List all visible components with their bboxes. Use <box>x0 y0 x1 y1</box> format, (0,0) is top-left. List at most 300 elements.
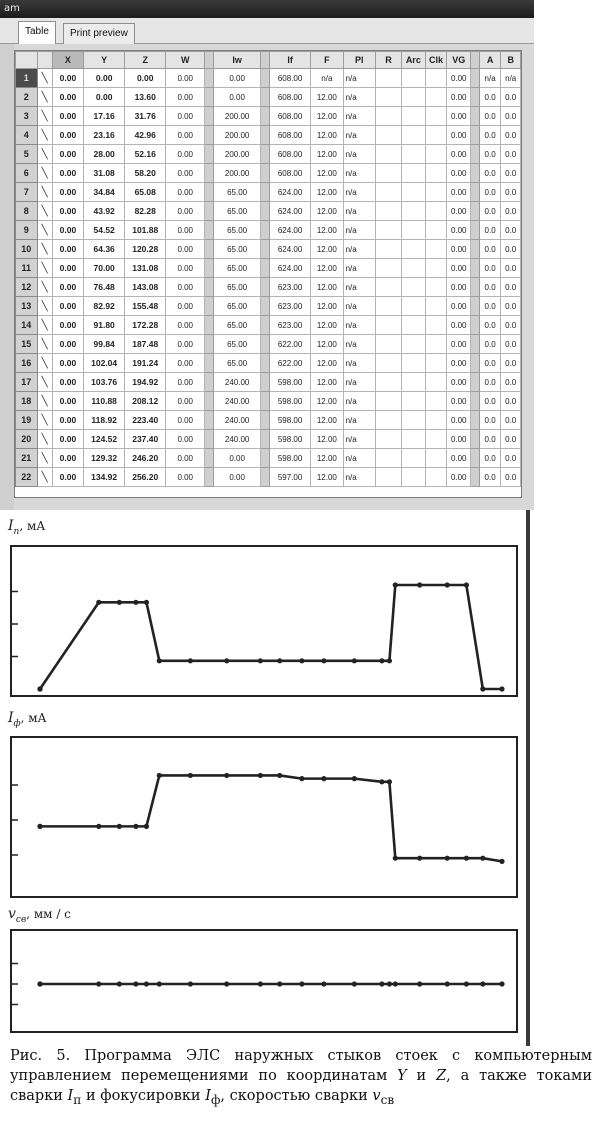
table-cell[interactable]: 99.84 <box>84 335 125 354</box>
table-cell[interactable]: 0.00 <box>166 202 205 221</box>
table-cell[interactable]: n/a <box>343 164 375 183</box>
column-header[interactable]: Z <box>125 52 166 69</box>
chart-ip <box>10 545 518 697</box>
table-cell[interactable]: 58.20 <box>125 164 166 183</box>
column-header[interactable]: A <box>479 52 501 69</box>
table-cell[interactable]: 608.00 <box>270 126 311 145</box>
table-cell[interactable]: 65.00 <box>213 354 261 373</box>
separator-cell <box>471 278 480 297</box>
table-cell[interactable]: 0.0 <box>501 354 521 373</box>
table-cell[interactable]: n/a <box>343 221 375 240</box>
table-cell[interactable]: n/a <box>343 468 375 487</box>
separator-cell <box>471 335 480 354</box>
table-cell[interactable]: 0.00 <box>166 164 205 183</box>
table-cell[interactable]: 12.00 <box>311 126 343 145</box>
table-cell[interactable]: 0.00 <box>52 88 83 107</box>
table-cell[interactable]: 65.00 <box>213 316 261 335</box>
table-cell[interactable]: 65.00 <box>213 278 261 297</box>
table-cell[interactable]: 0.0 <box>501 145 521 164</box>
table-cell[interactable]: 0.00 <box>166 126 205 145</box>
table-cell[interactable]: n/a <box>501 69 521 88</box>
table-cell[interactable]: 172.28 <box>125 316 166 335</box>
table-cell[interactable]: 240.00 <box>213 392 261 411</box>
table-cell[interactable]: 65.00 <box>213 221 261 240</box>
column-header[interactable]: Y <box>84 52 125 69</box>
table-row[interactable] <box>16 449 521 468</box>
table-cell[interactable]: 223.40 <box>125 411 166 430</box>
table-cell[interactable]: 65.00 <box>213 202 261 221</box>
table-cell[interactable]: 598.00 <box>270 430 311 449</box>
table-cell[interactable]: 0.00 <box>213 69 261 88</box>
table-cell[interactable]: 0.0 <box>501 316 521 335</box>
table-cell[interactable]: n/a <box>343 240 375 259</box>
table-cell[interactable]: 28.00 <box>84 145 125 164</box>
table-cell[interactable]: 0.00 <box>166 316 205 335</box>
column-header[interactable] <box>16 52 38 69</box>
table-cell[interactable]: 0.00 <box>52 316 83 335</box>
table-cell[interactable]: 240.00 <box>213 411 261 430</box>
table-cell[interactable]: 12.00 <box>311 354 343 373</box>
table-cell[interactable]: 0.00 <box>166 373 205 392</box>
table-cell[interactable]: 0.00 <box>84 69 125 88</box>
table-cell[interactable]: 12.00 <box>311 88 343 107</box>
table-cell[interactable]: n/a <box>343 354 375 373</box>
table-cell[interactable]: 0.00 <box>84 88 125 107</box>
table-cell[interactable]: 0.0 <box>501 126 521 145</box>
table-cell[interactable]: 103.76 <box>84 373 125 392</box>
column-header[interactable]: X <box>52 52 83 69</box>
table-row[interactable] <box>16 354 521 373</box>
table-cell[interactable]: 598.00 <box>270 449 311 468</box>
chart-v <box>10 929 518 1033</box>
table-cell[interactable]: n/a <box>343 411 375 430</box>
table-cell[interactable]: 0.00 <box>166 69 205 88</box>
table-row[interactable] <box>16 183 521 202</box>
table-cell[interactable]: n/a <box>343 202 375 221</box>
table-cell[interactable]: 0.0 <box>479 430 501 449</box>
table-cell[interactable]: n/a <box>479 69 501 88</box>
table-row[interactable] <box>16 240 521 259</box>
table-cell[interactable]: 120.28 <box>125 240 166 259</box>
table-cell[interactable]: 0.0 <box>479 354 501 373</box>
column-header[interactable] <box>205 52 214 69</box>
table-cell[interactable]: 0.00 <box>166 145 205 164</box>
table-cell[interactable]: 12.00 <box>311 202 343 221</box>
table-cell[interactable]: 0.00 <box>447 126 471 145</box>
table-cell[interactable]: 0.00 <box>447 430 471 449</box>
column-header[interactable] <box>471 52 480 69</box>
table-row[interactable] <box>16 107 521 126</box>
empty-cell <box>401 107 425 126</box>
table-cell[interactable]: 12.00 <box>311 316 343 335</box>
table-cell[interactable]: 110.88 <box>84 392 125 411</box>
table-cell[interactable]: 0.00 <box>166 468 205 487</box>
table-cell[interactable]: 0.00 <box>166 354 205 373</box>
table-cell[interactable]: n/a <box>343 126 375 145</box>
column-header[interactable]: Arc <box>401 52 425 69</box>
table-cell[interactable]: 0.00 <box>52 240 83 259</box>
table-row[interactable] <box>16 278 521 297</box>
table-cell[interactable]: 0.00 <box>447 411 471 430</box>
table-cell[interactable]: 246.20 <box>125 449 166 468</box>
table-cell[interactable]: 65.00 <box>213 183 261 202</box>
table-cell[interactable]: n/a <box>343 392 375 411</box>
table-cell[interactable]: 143.08 <box>125 278 166 297</box>
table-cell[interactable]: 0.0 <box>501 107 521 126</box>
table-cell[interactable]: 43.92 <box>84 202 125 221</box>
table-cell[interactable]: 129.32 <box>84 449 125 468</box>
table-cell[interactable]: 624.00 <box>270 240 311 259</box>
table-cell[interactable]: 191.24 <box>125 354 166 373</box>
table-cell[interactable]: 12.00 <box>311 297 343 316</box>
table-cell[interactable]: 200.00 <box>213 107 261 126</box>
table-cell[interactable]: n/a <box>343 259 375 278</box>
table-cell[interactable]: 0.00 <box>52 335 83 354</box>
table-cell[interactable]: 608.00 <box>270 88 311 107</box>
table-cell[interactable]: 54.52 <box>84 221 125 240</box>
table-cell[interactable]: 70.00 <box>84 259 125 278</box>
column-header[interactable]: R <box>376 52 402 69</box>
table-cell[interactable]: 608.00 <box>270 164 311 183</box>
table-cell[interactable]: 0.00 <box>166 278 205 297</box>
table-cell[interactable]: n/a <box>343 373 375 392</box>
table-cell[interactable]: 0.00 <box>166 221 205 240</box>
table-cell[interactable]: 0.00 <box>52 145 83 164</box>
table-cell[interactable]: 0.00 <box>447 183 471 202</box>
table-cell[interactable]: 608.00 <box>270 107 311 126</box>
table-cell[interactable]: 12.00 <box>311 164 343 183</box>
table-cell[interactable]: 0.0 <box>501 221 521 240</box>
table-cell[interactable]: 598.00 <box>270 411 311 430</box>
table-cell[interactable]: 12.00 <box>311 468 343 487</box>
table-cell[interactable]: 624.00 <box>270 221 311 240</box>
table-cell[interactable]: 0.00 <box>447 240 471 259</box>
table-cell[interactable]: n/a <box>343 278 375 297</box>
table-cell[interactable]: 0.0 <box>479 278 501 297</box>
table-row[interactable] <box>16 221 521 240</box>
table-cell[interactable]: 0.00 <box>447 107 471 126</box>
table-cell[interactable]: 0.00 <box>213 468 261 487</box>
table-cell[interactable]: 240.00 <box>213 430 261 449</box>
table-cell[interactable]: 0.0 <box>479 297 501 316</box>
table-cell[interactable]: 0.0 <box>479 126 501 145</box>
table-cell[interactable]: 0.00 <box>52 430 83 449</box>
table-cell[interactable]: 0.00 <box>52 202 83 221</box>
table-cell[interactable]: 598.00 <box>270 392 311 411</box>
table-cell[interactable]: 624.00 <box>270 183 311 202</box>
table-cell[interactable]: 0.0 <box>479 411 501 430</box>
table-cell[interactable]: 0.00 <box>447 164 471 183</box>
table-cell[interactable]: 12.00 <box>311 240 343 259</box>
table-cell[interactable]: 0.00 <box>52 221 83 240</box>
table-cell[interactable]: n/a <box>343 69 375 88</box>
table-cell[interactable]: 0.0 <box>479 449 501 468</box>
table-row[interactable] <box>16 316 521 335</box>
table-cell[interactable]: 622.00 <box>270 354 311 373</box>
table-cell[interactable]: 0.0 <box>501 297 521 316</box>
table-cell[interactable]: 0.00 <box>447 88 471 107</box>
table-cell[interactable]: 0.00 <box>52 449 83 468</box>
table-cell[interactable]: 134.92 <box>84 468 125 487</box>
column-header[interactable]: Pl <box>343 52 375 69</box>
table-cell[interactable]: 12.00 <box>311 183 343 202</box>
table-cell[interactable]: 0.0 <box>479 316 501 335</box>
table-row[interactable] <box>16 126 521 145</box>
table-cell[interactable]: 12.00 <box>311 107 343 126</box>
table-cell[interactable]: 31.76 <box>125 107 166 126</box>
table-cell[interactable]: 102.04 <box>84 354 125 373</box>
table-cell[interactable]: 0.00 <box>166 88 205 107</box>
table-row[interactable] <box>16 69 521 88</box>
table-cell[interactable]: 0.00 <box>52 373 83 392</box>
column-header[interactable] <box>261 52 270 69</box>
table-cell[interactable]: n/a <box>343 297 375 316</box>
table-cell[interactable]: 0.0 <box>479 335 501 354</box>
table-cell[interactable]: 0.00 <box>166 297 205 316</box>
table-cell[interactable]: 0.0 <box>479 183 501 202</box>
table-cell[interactable]: 82.92 <box>84 297 125 316</box>
table-cell[interactable]: 0.00 <box>52 278 83 297</box>
table-cell[interactable]: 0.00 <box>166 335 205 354</box>
table-cell[interactable]: 0.0 <box>501 335 521 354</box>
table-row[interactable] <box>16 202 521 221</box>
table-cell[interactable]: 597.00 <box>270 468 311 487</box>
table-cell[interactable]: n/a <box>343 107 375 126</box>
table-cell[interactable]: 12.00 <box>311 259 343 278</box>
table-cell[interactable]: 65.00 <box>213 240 261 259</box>
table-cell[interactable]: 237.40 <box>125 430 166 449</box>
table-cell[interactable]: 0.0 <box>501 88 521 107</box>
table-cell[interactable]: 42.96 <box>125 126 166 145</box>
tab-table[interactable]: Table <box>18 21 56 44</box>
table-cell[interactable]: 0.0 <box>479 107 501 126</box>
table-row[interactable] <box>16 430 521 449</box>
table-cell[interactable]: 623.00 <box>270 297 311 316</box>
table-cell[interactable]: 0.0 <box>479 145 501 164</box>
table-cell[interactable]: 23.16 <box>84 126 125 145</box>
row-marker-icon: ╲ <box>37 107 52 126</box>
table-cell[interactable]: 0.0 <box>479 373 501 392</box>
table-cell[interactable]: 622.00 <box>270 335 311 354</box>
table-row[interactable] <box>16 145 521 164</box>
chart-v-point-13 <box>321 981 326 986</box>
empty-cell <box>401 392 425 411</box>
table-cell[interactable]: 623.00 <box>270 278 311 297</box>
table-row[interactable] <box>16 373 521 392</box>
table-cell[interactable]: 0.00 <box>447 373 471 392</box>
table-cell[interactable]: 598.00 <box>270 373 311 392</box>
table-cell[interactable]: 0.00 <box>447 259 471 278</box>
table-cell[interactable]: 0.00 <box>166 259 205 278</box>
table-cell[interactable]: 256.20 <box>125 468 166 487</box>
table-cell[interactable]: 0.0 <box>479 468 501 487</box>
table-cell[interactable]: 12.00 <box>311 430 343 449</box>
table-cell[interactable]: 623.00 <box>270 316 311 335</box>
table-cell[interactable]: 0.00 <box>166 392 205 411</box>
table-cell[interactable]: 76.48 <box>84 278 125 297</box>
table-cell[interactable]: 0.00 <box>52 468 83 487</box>
row-number: 6 <box>16 164 38 183</box>
table-cell[interactable]: n/a <box>343 183 375 202</box>
separator-cell <box>205 411 214 430</box>
column-header[interactable] <box>37 52 52 69</box>
table-cell[interactable]: 0.00 <box>166 411 205 430</box>
column-header[interactable]: If <box>270 52 311 69</box>
table-cell[interactable]: 124.52 <box>84 430 125 449</box>
table-cell[interactable]: 91.80 <box>84 316 125 335</box>
table-cell[interactable]: n/a <box>343 316 375 335</box>
table-cell[interactable]: 0.0 <box>501 278 521 297</box>
table-row[interactable] <box>16 88 521 107</box>
table-cell[interactable]: 131.08 <box>125 259 166 278</box>
data-grid[interactable] <box>14 50 522 498</box>
row-marker-icon: ╲ <box>37 354 52 373</box>
column-header[interactable]: Clk <box>425 52 447 69</box>
column-header[interactable]: B <box>501 52 521 69</box>
table-cell[interactable]: 12.00 <box>311 411 343 430</box>
table-cell[interactable]: 0.0 <box>501 164 521 183</box>
table-cell[interactable]: 0.00 <box>447 69 471 88</box>
table-cell[interactable]: 0.00 <box>447 449 471 468</box>
table-cell[interactable]: 12.00 <box>311 335 343 354</box>
table-cell[interactable]: 0.00 <box>52 411 83 430</box>
table-cell[interactable]: 608.00 <box>270 69 311 88</box>
table-cell[interactable]: 0.00 <box>447 202 471 221</box>
table-cell[interactable]: n/a <box>311 69 343 88</box>
table-row[interactable] <box>16 468 521 487</box>
table-cell[interactable]: 0.00 <box>52 126 83 145</box>
table-cell[interactable]: 0.0 <box>479 259 501 278</box>
tab-print-preview[interactable]: Print preview <box>63 23 135 44</box>
table-cell[interactable]: 118.92 <box>84 411 125 430</box>
table-cell[interactable]: 0.0 <box>501 430 521 449</box>
table-cell[interactable]: 0.00 <box>125 69 166 88</box>
table-cell[interactable]: 0.00 <box>52 354 83 373</box>
table-cell[interactable]: 101.88 <box>125 221 166 240</box>
table-cell[interactable]: 240.00 <box>213 373 261 392</box>
column-header[interactable]: F <box>311 52 343 69</box>
table-cell[interactable]: 200.00 <box>213 145 261 164</box>
table-cell[interactable]: 0.00 <box>213 88 261 107</box>
table-cell[interactable]: 0.0 <box>501 240 521 259</box>
table-cell[interactable]: 12.00 <box>311 373 343 392</box>
table-cell[interactable]: 0.00 <box>52 259 83 278</box>
table-cell[interactable]: 0.00 <box>166 183 205 202</box>
table-cell[interactable]: 0.00 <box>166 430 205 449</box>
table-cell[interactable]: 0.00 <box>52 392 83 411</box>
table-cell[interactable]: 0.00 <box>166 240 205 259</box>
table-cell[interactable]: 200.00 <box>213 126 261 145</box>
column-header[interactable]: VG <box>447 52 471 69</box>
table-cell[interactable]: 0.00 <box>447 278 471 297</box>
table-cell[interactable]: 0.0 <box>479 88 501 107</box>
table-cell[interactable]: 624.00 <box>270 259 311 278</box>
table-cell[interactable]: n/a <box>343 335 375 354</box>
table-row[interactable] <box>16 297 521 316</box>
table-cell[interactable]: 0.00 <box>52 297 83 316</box>
table-cell[interactable]: 0.00 <box>447 297 471 316</box>
table-row[interactable] <box>16 392 521 411</box>
table-row[interactable] <box>16 164 521 183</box>
table-cell[interactable]: 0.00 <box>52 183 83 202</box>
table-cell[interactable]: 34.84 <box>84 183 125 202</box>
table-cell[interactable]: 65.08 <box>125 183 166 202</box>
caption-text-1: Рис. 5. Программа ЭЛС наружных стыков стоек с компьютерным управлением перемещениями по координатам <box>10 1048 592 1084</box>
table-cell[interactable]: 0.00 <box>447 468 471 487</box>
table-row[interactable] <box>16 259 521 278</box>
table-cell[interactable]: 64.36 <box>84 240 125 259</box>
table-cell[interactable]: 65.00 <box>213 297 261 316</box>
table-cell[interactable]: 0.00 <box>166 107 205 126</box>
table-cell[interactable]: 0.00 <box>447 335 471 354</box>
table-row[interactable] <box>16 335 521 354</box>
table-cell[interactable]: 0.0 <box>479 240 501 259</box>
table-cell[interactable]: 624.00 <box>270 202 311 221</box>
table-cell[interactable]: 187.48 <box>125 335 166 354</box>
table-cell[interactable]: 52.16 <box>125 145 166 164</box>
table-cell[interactable]: 0.0 <box>479 202 501 221</box>
table-cell[interactable]: n/a <box>343 145 375 164</box>
table-cell[interactable]: 194.92 <box>125 373 166 392</box>
table-cell[interactable]: 12.00 <box>311 221 343 240</box>
table-cell[interactable]: 31.08 <box>84 164 125 183</box>
table-cell[interactable]: n/a <box>343 88 375 107</box>
table-cell[interactable]: 0.0 <box>479 164 501 183</box>
table-cell[interactable]: 0.0 <box>479 392 501 411</box>
table-cell[interactable]: 17.16 <box>84 107 125 126</box>
table-cell[interactable]: 0.00 <box>447 316 471 335</box>
table-cell[interactable]: 0.00 <box>447 221 471 240</box>
table-cell[interactable]: 0.0 <box>501 259 521 278</box>
table-cell[interactable]: 0.00 <box>52 69 83 88</box>
table-cell[interactable]: 12.00 <box>311 449 343 468</box>
column-header[interactable]: Iw <box>213 52 261 69</box>
table-cell[interactable]: 0.00 <box>52 164 83 183</box>
table-cell[interactable]: 155.48 <box>125 297 166 316</box>
table-cell[interactable]: 0.0 <box>501 468 521 487</box>
table-cell[interactable]: n/a <box>343 430 375 449</box>
table-cell[interactable]: 82.28 <box>125 202 166 221</box>
table-cell[interactable]: 12.00 <box>311 392 343 411</box>
table-cell[interactable]: 12.00 <box>311 145 343 164</box>
table-cell[interactable]: 0.0 <box>501 202 521 221</box>
table-cell[interactable]: 0.0 <box>501 392 521 411</box>
table-cell[interactable]: 13.60 <box>125 88 166 107</box>
table-cell[interactable]: 0.00 <box>447 145 471 164</box>
table-cell[interactable]: 608.00 <box>270 145 311 164</box>
table-cell[interactable]: n/a <box>343 449 375 468</box>
table-cell[interactable]: 0.00 <box>447 354 471 373</box>
table-cell[interactable]: 0.0 <box>501 183 521 202</box>
table-cell[interactable]: 12.00 <box>311 278 343 297</box>
table-cell[interactable]: 65.00 <box>213 335 261 354</box>
table-cell[interactable]: 0.00 <box>213 449 261 468</box>
table-cell[interactable]: 200.00 <box>213 164 261 183</box>
chart-v-point-16 <box>387 981 392 986</box>
table-cell[interactable]: 0.00 <box>166 449 205 468</box>
table-cell[interactable]: 0.0 <box>501 411 521 430</box>
table-cell[interactable]: 0.0 <box>501 449 521 468</box>
column-header[interactable]: W <box>166 52 205 69</box>
table-row[interactable] <box>16 411 521 430</box>
table-cell[interactable]: 0.0 <box>479 221 501 240</box>
chart-if-point-8 <box>188 773 193 778</box>
table-cell[interactable]: 0.0 <box>501 373 521 392</box>
table-cell[interactable]: 65.00 <box>213 259 261 278</box>
table-cell[interactable]: 0.00 <box>447 392 471 411</box>
table-cell[interactable]: 0.00 <box>52 107 83 126</box>
table-cell[interactable]: 208.12 <box>125 392 166 411</box>
